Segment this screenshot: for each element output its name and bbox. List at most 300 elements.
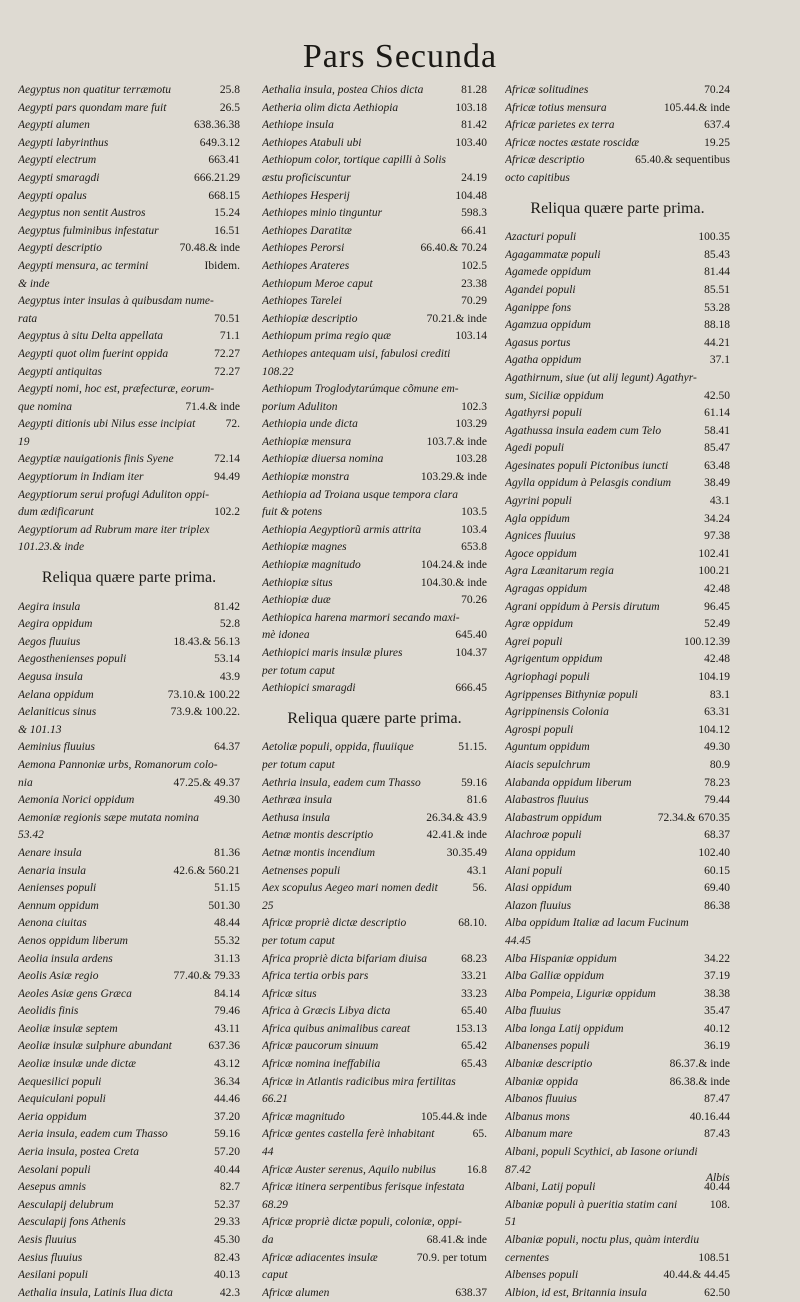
entry-reference: 70.29 bbox=[461, 295, 487, 308]
section-heading: Reliqua quære parte prima. bbox=[530, 199, 705, 217]
entry-reference: 80.9 bbox=[709, 758, 730, 771]
entry-term: Aethiopici smaragdi bbox=[262, 682, 356, 695]
index-entry bbox=[18, 739, 240, 757]
entry-reference: 104.24.& inde bbox=[420, 559, 487, 572]
index-entry bbox=[262, 845, 487, 863]
entry-reference: 43.1 bbox=[709, 495, 730, 508]
entry-term: Agathirnum, siue (ut alij legunt) Agathyr- bbox=[505, 371, 697, 384]
index-entry bbox=[262, 1232, 487, 1250]
entry-reference: 645.40 bbox=[455, 629, 487, 642]
entry-term: Aenaria insula bbox=[18, 864, 87, 877]
entry-term: Aemoniæ regionis sæpe mutata nomina bbox=[18, 811, 200, 824]
entry-term: Africæ paucorum sinuum bbox=[262, 1040, 379, 1053]
entry-reference: 63.48 bbox=[704, 459, 730, 472]
entry-reference: 68.41.& inde bbox=[426, 1234, 487, 1246]
index-entry bbox=[18, 1197, 240, 1215]
index-entry bbox=[18, 792, 240, 810]
entry-reference: 16.8 bbox=[466, 1163, 487, 1176]
index-entry bbox=[505, 880, 730, 898]
entry-reference: 79.46 bbox=[214, 1005, 240, 1018]
index-entry bbox=[262, 1126, 487, 1144]
entry-reference: 40.13 bbox=[214, 1269, 240, 1282]
entry-reference: 71.1 bbox=[219, 330, 240, 343]
index-entry bbox=[505, 170, 730, 188]
entry-term: Agrippinensis Colonia bbox=[505, 706, 609, 719]
entry-term: Agræ oppidum bbox=[505, 618, 574, 631]
entry-term: 44 bbox=[262, 1146, 274, 1159]
entry-term: Africæ situs bbox=[262, 987, 317, 1000]
index-entry bbox=[18, 381, 240, 399]
entry-reference: 34.24 bbox=[704, 512, 730, 525]
entry-reference: 64.37 bbox=[214, 741, 240, 754]
index-entry bbox=[262, 240, 487, 258]
entry-reference: 81.28 bbox=[461, 84, 487, 96]
index-entry bbox=[18, 616, 240, 634]
index-entry bbox=[18, 599, 240, 617]
entry-term: Africa tertia orbis pars bbox=[262, 970, 369, 983]
entry-term: Aeria insula, eadem cum Thasso bbox=[18, 1128, 168, 1141]
entry-reference: 71.4.& inde bbox=[185, 400, 240, 413]
entry-term: Aegypti mensura, ac termini bbox=[18, 259, 149, 272]
entry-term: fuit & potens bbox=[262, 506, 323, 519]
entry-reference: 65.43 bbox=[461, 1058, 487, 1071]
index-entry bbox=[18, 651, 240, 669]
entry-reference: 62.50 bbox=[704, 1286, 730, 1299]
index-entry bbox=[505, 388, 730, 406]
entry-term: octo capitibus bbox=[505, 171, 570, 184]
entry-reference: 637.4 bbox=[704, 119, 730, 132]
section-heading: Reliqua quære parte prima. bbox=[287, 709, 462, 727]
index-entry bbox=[505, 845, 730, 863]
entry-term: Aeolidis finis bbox=[18, 1005, 79, 1018]
index-entry bbox=[18, 346, 240, 364]
index-entry bbox=[505, 739, 730, 757]
index-entry bbox=[18, 152, 240, 170]
entry-term: Aethiopum Meroe caput bbox=[262, 277, 373, 290]
entry-term: Aethalia insula, Latinis Ilua dicta bbox=[18, 1286, 173, 1299]
entry-reference: 38.38 bbox=[704, 987, 730, 1000]
index-entry bbox=[505, 1285, 730, 1302]
index-entry bbox=[18, 1003, 240, 1021]
entry-term: Azacturi populi bbox=[505, 231, 577, 244]
entry-reference: 102.5 bbox=[461, 259, 487, 272]
entry-reference: 33.23 bbox=[461, 987, 487, 1000]
entry-term: Africæ parietes ex terra bbox=[505, 119, 615, 132]
index-entry bbox=[505, 405, 730, 423]
entry-reference: 52.49 bbox=[704, 618, 730, 631]
entry-term: Aesculapij delubrum bbox=[18, 1198, 114, 1211]
index-entry bbox=[262, 575, 487, 593]
entry-reference: 69.40 bbox=[704, 882, 730, 895]
entry-reference: 103.40 bbox=[455, 136, 487, 149]
index-entry bbox=[262, 880, 487, 898]
index-entry bbox=[18, 293, 240, 311]
index-entry bbox=[18, 845, 240, 863]
entry-term: Agatha oppidum bbox=[505, 354, 582, 367]
entry-reference: 70.26 bbox=[461, 594, 487, 607]
entry-reference: 100.21 bbox=[698, 565, 730, 578]
entry-term: Africæ gentes castella ferè inhabitant bbox=[262, 1128, 435, 1141]
index-entry bbox=[505, 933, 730, 951]
entry-reference: 51.15. bbox=[458, 741, 487, 754]
entry-term: Aguntum oppidum bbox=[505, 741, 590, 754]
index-entry bbox=[262, 1197, 487, 1215]
entry-term: Alani populi bbox=[505, 864, 563, 877]
entry-reference: 84.14 bbox=[214, 987, 240, 1000]
entry-reference: 100.35 bbox=[698, 231, 730, 244]
entry-term: Aethiopiæ situs bbox=[262, 576, 333, 589]
entry-term: Agrospi populi bbox=[505, 723, 574, 736]
index-entry bbox=[505, 1144, 730, 1162]
entry-term: Africæ totius mensura bbox=[505, 101, 607, 114]
index-entry bbox=[18, 810, 240, 828]
entry-reference: 598.3 bbox=[461, 207, 487, 220]
entry-term: Aethiopiæ magnitudo bbox=[262, 559, 361, 572]
entry-term: Africæ alumen bbox=[262, 1286, 330, 1299]
entry-term: Agathussa insula eadem cum Telo bbox=[505, 424, 662, 437]
entry-reference: 103.29 bbox=[455, 418, 487, 431]
index-entry bbox=[262, 152, 487, 170]
index-entry bbox=[18, 416, 240, 434]
entry-term: Alba Hispaniæ oppidum bbox=[505, 952, 617, 965]
entry-term: Albaniæ populi, noctu plus, quàm interdiu bbox=[505, 1234, 700, 1246]
index-entry bbox=[262, 117, 487, 135]
entry-term: Albanum mare bbox=[505, 1128, 573, 1141]
index-entry bbox=[18, 258, 240, 276]
entry-reference: 81.6 bbox=[466, 794, 487, 807]
index-entry bbox=[262, 775, 487, 793]
entry-reference: 45.30 bbox=[214, 1234, 240, 1246]
entry-reference: 49.30 bbox=[704, 741, 730, 754]
entry-reference: 34.22 bbox=[704, 952, 730, 965]
entry-reference: 94.49 bbox=[214, 471, 240, 484]
index-entry bbox=[262, 328, 487, 346]
index-entry bbox=[505, 317, 730, 335]
index-entry bbox=[18, 311, 240, 329]
entry-reference: 31.13 bbox=[214, 952, 240, 965]
index-entry bbox=[18, 1038, 240, 1056]
entry-reference: 30.35.49 bbox=[446, 846, 487, 859]
entry-reference: 16.51 bbox=[214, 224, 240, 237]
index-entry bbox=[262, 399, 487, 417]
index-entry bbox=[262, 276, 487, 294]
index-entry bbox=[505, 1250, 730, 1268]
entry-reference: 36.34 bbox=[214, 1075, 240, 1088]
entry-term: Aequesilici populi bbox=[18, 1075, 102, 1088]
entry-term: Alabastros fluuius bbox=[505, 794, 589, 807]
entry-term: Aganippe fons bbox=[505, 301, 572, 314]
entry-term: Albani, Latij populi bbox=[505, 1181, 596, 1194]
index-column-3 bbox=[505, 82, 730, 1302]
index-entry bbox=[262, 434, 487, 452]
entry-term: Aemonia Norici oppidum bbox=[18, 794, 135, 807]
entry-term: Aeria oppidum bbox=[18, 1110, 87, 1123]
entry-reference: 33.21 bbox=[461, 970, 487, 983]
entry-term: 25 bbox=[262, 899, 274, 912]
entry-reference: 86.37.& inde bbox=[669, 1058, 730, 1071]
index-entry bbox=[18, 1126, 240, 1144]
entry-term: sum, Siciliæ oppidum bbox=[505, 389, 604, 402]
entry-term: Africæ noctes æstate roscidæ bbox=[505, 136, 640, 149]
entry-reference: 85.43 bbox=[704, 248, 730, 261]
entry-term: Africæ solitudines bbox=[505, 84, 589, 96]
entry-term: Aegypti antiquitas bbox=[18, 365, 103, 378]
entry-reference: 55.32 bbox=[214, 934, 240, 947]
entry-term: Aesius fluuius bbox=[18, 1251, 83, 1264]
entry-term: 53.42 bbox=[18, 829, 44, 842]
entry-term: Africæ Auster serenus, Aquilo nubilus bbox=[262, 1163, 436, 1176]
entry-term: rata bbox=[18, 312, 38, 325]
index-entry bbox=[505, 117, 730, 135]
entry-reference: 72.34.& 670.35 bbox=[657, 811, 730, 824]
entry-reference: 65.40 bbox=[461, 1005, 487, 1018]
entry-term: Aegypti opalus bbox=[18, 189, 87, 202]
index-entry bbox=[18, 82, 240, 100]
entry-reference: 37.1 bbox=[709, 354, 730, 367]
index-entry bbox=[262, 1038, 487, 1056]
index-entry bbox=[262, 223, 487, 241]
entry-reference: 44.46 bbox=[214, 1093, 240, 1106]
index-entry bbox=[262, 1074, 487, 1092]
entry-term: Africæ nomina ineffabilia bbox=[262, 1058, 381, 1071]
entry-term: Aegyptiorum serui profugi Aduliton oppi- bbox=[18, 488, 210, 501]
entry-reference: 72. bbox=[225, 418, 240, 431]
index-entry bbox=[505, 335, 730, 353]
entry-reference: 666.45 bbox=[455, 682, 487, 695]
entry-reference: 100.12.39 bbox=[684, 635, 730, 648]
index-entry bbox=[505, 352, 730, 370]
entry-term: Aethria insula, eadem cum Thasso bbox=[262, 776, 421, 789]
entry-reference: 52.37 bbox=[214, 1198, 240, 1211]
entry-term: Agyrini populi bbox=[505, 495, 572, 508]
entry-term: Alba oppidum Italiæ ad lacum Fucinum bbox=[505, 917, 689, 930]
entry-term: Aethiopiæ magnes bbox=[262, 541, 347, 554]
entry-term: Aethalia insula, postea Chios dicta bbox=[262, 84, 424, 96]
entry-term: Aeoliæ insulæ unde dictæ bbox=[18, 1058, 136, 1071]
entry-term: Agamede oppidum bbox=[505, 266, 591, 279]
index-entry bbox=[262, 592, 487, 610]
index-entry bbox=[262, 311, 487, 329]
index-entry bbox=[18, 704, 240, 722]
entry-reference: 42.48 bbox=[704, 653, 730, 666]
entry-term: Aenona ciuitas bbox=[18, 917, 87, 930]
entry-term: Africæ in Atlantis radicibus mira fertilitas bbox=[262, 1075, 456, 1088]
entry-reference: 44.21 bbox=[704, 336, 730, 349]
entry-term: 66.21 bbox=[262, 1093, 288, 1106]
entry-term: Aetnenses populi bbox=[262, 864, 341, 877]
index-entry bbox=[18, 276, 240, 294]
entry-reference: 72.14 bbox=[214, 453, 240, 466]
entry-reference: 29.33 bbox=[214, 1216, 240, 1229]
entry-term: Agedi populi bbox=[505, 442, 565, 455]
entry-term: Aegusa insula bbox=[18, 671, 83, 683]
entry-term: Aegyptiæ nauigationis finis Syene bbox=[18, 453, 174, 466]
entry-term: Aiacis sepulchrum bbox=[505, 758, 591, 771]
entry-term: Agragas oppidum bbox=[505, 583, 588, 596]
entry-reference: 82.43 bbox=[214, 1251, 240, 1264]
catchword: Albis bbox=[706, 1172, 730, 1184]
entry-term: Aesolani populi bbox=[18, 1163, 91, 1176]
entry-term: Albaniæ oppida bbox=[505, 1075, 579, 1088]
entry-reference: 68.37 bbox=[704, 829, 730, 842]
index-entry bbox=[18, 1162, 240, 1180]
index-entry bbox=[18, 1109, 240, 1127]
index-entry bbox=[505, 1003, 730, 1021]
index-entry bbox=[505, 282, 730, 300]
entry-term: Aethiopes antequam uisi, fabulosi crediti bbox=[262, 347, 451, 360]
index-entry bbox=[505, 898, 730, 916]
index-entry bbox=[18, 1232, 240, 1250]
entry-term: Aegyptiorum ad Rubrum mare iter triplex bbox=[18, 523, 210, 536]
entry-term: Agagammatæ populi bbox=[505, 248, 601, 261]
entry-reference: 70.51 bbox=[214, 312, 240, 325]
index-entry bbox=[262, 663, 487, 681]
index-entry bbox=[18, 634, 240, 652]
entry-reference: 638.37 bbox=[455, 1286, 487, 1299]
entry-reference: 102.3 bbox=[461, 400, 487, 413]
entry-reference: 49.30 bbox=[214, 794, 240, 807]
entry-term: Aethiopes Tarelei bbox=[262, 295, 342, 308]
entry-term: Aegosthenienses populi bbox=[18, 653, 127, 666]
index-entry bbox=[18, 539, 240, 557]
index-entry bbox=[262, 645, 487, 663]
section-heading: Reliqua quære parte prima. bbox=[41, 569, 217, 587]
index-entry bbox=[18, 434, 240, 452]
index-entry bbox=[505, 792, 730, 810]
entry-term: Aethiopiæ descriptio bbox=[262, 312, 358, 325]
entry-term: cernentes bbox=[505, 1251, 550, 1264]
index-entry bbox=[262, 381, 487, 399]
entry-term: 108.22 bbox=[262, 365, 294, 378]
index-entry bbox=[505, 1197, 730, 1215]
index-entry bbox=[262, 205, 487, 223]
entry-term: Aetnæ montis incendium bbox=[262, 846, 376, 859]
entry-term: Agriophagi populi bbox=[505, 671, 590, 683]
index-entry bbox=[505, 493, 730, 511]
index-entry bbox=[262, 188, 487, 206]
entry-term: Aegypti smaragdi bbox=[18, 171, 100, 184]
entry-reference: 42.6.& 560.21 bbox=[173, 864, 240, 877]
entry-term: Aethiopes Perorsi bbox=[262, 242, 345, 255]
index-entry bbox=[505, 581, 730, 599]
entry-reference: 35.47 bbox=[704, 1005, 730, 1018]
entry-reference: 42.3 bbox=[219, 1286, 240, 1299]
index-entry bbox=[18, 1021, 240, 1039]
entry-term: Aegypti nomi, hoc est, præfecturæ, eorum- bbox=[18, 383, 215, 396]
entry-reference: 52.8 bbox=[219, 618, 240, 631]
index-column-1 bbox=[18, 82, 240, 1302]
index-entry bbox=[18, 170, 240, 188]
entry-reference: 72.27 bbox=[214, 365, 240, 378]
entry-reference: 59.16 bbox=[214, 1128, 240, 1141]
index-entry bbox=[505, 1091, 730, 1109]
index-entry bbox=[505, 423, 730, 441]
index-entry bbox=[262, 757, 487, 775]
entry-term: Aeoles Asiæ gens Græca bbox=[18, 987, 132, 1000]
index-entry bbox=[505, 475, 730, 493]
entry-term: porium Aduliton bbox=[262, 400, 338, 413]
entry-term: Albanos fluuius bbox=[505, 1093, 577, 1106]
entry-term: Albanenses populi bbox=[505, 1040, 590, 1053]
entry-reference: 83.1 bbox=[709, 688, 730, 701]
entry-term: Agamzua oppidum bbox=[505, 319, 591, 332]
entry-reference: 43.9 bbox=[219, 671, 240, 683]
index-entry bbox=[505, 986, 730, 1004]
index-entry bbox=[18, 117, 240, 135]
entry-term: Aenienses populi bbox=[18, 882, 97, 895]
index-entry bbox=[18, 1250, 240, 1268]
index-entry bbox=[262, 792, 487, 810]
entry-reference: 104.12 bbox=[698, 723, 730, 736]
index-entry bbox=[18, 986, 240, 1004]
entry-term: Aethusa insula bbox=[262, 811, 331, 824]
entry-reference: 15.24 bbox=[214, 207, 240, 220]
index-entry bbox=[18, 880, 240, 898]
entry-term: Aennum oppidum bbox=[18, 899, 99, 912]
index-entry bbox=[505, 528, 730, 546]
index-entry bbox=[262, 82, 487, 100]
entry-reference: 40.44 bbox=[704, 1181, 730, 1194]
entry-reference: 653.8 bbox=[461, 541, 487, 554]
index-entry bbox=[262, 346, 487, 364]
index-entry bbox=[18, 951, 240, 969]
entry-term: Agrippenses Bithyniæ populi bbox=[505, 688, 638, 701]
entry-term: Aelana oppidum bbox=[18, 688, 94, 701]
entry-reference: 56. bbox=[472, 882, 487, 895]
entry-reference: 104.19 bbox=[698, 671, 730, 683]
entry-term: Africæ descriptio bbox=[505, 154, 585, 167]
entry-term: Aegypti descriptio bbox=[18, 242, 102, 255]
entry-term: Aegypti alumen bbox=[18, 119, 90, 132]
entry-reference: 66.40.& 70.24 bbox=[420, 242, 487, 255]
index-entry bbox=[262, 469, 487, 487]
entry-term: Agathyrsi populi bbox=[505, 407, 582, 420]
entry-term: nia bbox=[18, 776, 33, 789]
entry-reference: 51.15 bbox=[214, 882, 240, 895]
entry-term: 68.29 bbox=[262, 1198, 288, 1211]
entry-term: per totum caput bbox=[262, 934, 335, 947]
entry-reference: 81.44 bbox=[704, 266, 730, 279]
entry-term: & 101.13 bbox=[18, 723, 62, 736]
entry-term: Agylla oppidum à Pelasgis condium bbox=[505, 477, 672, 490]
entry-term: Alba Galliæ oppidum bbox=[505, 970, 605, 983]
entry-reference: 105.44.& inde bbox=[420, 1110, 487, 1123]
entry-reference: 79.44 bbox=[704, 794, 730, 807]
entry-reference: 668.15 bbox=[208, 189, 240, 202]
entry-term: Aegypti quot olim fuerint oppida bbox=[18, 347, 169, 360]
index-entry bbox=[262, 968, 487, 986]
entry-reference: 72.27 bbox=[214, 347, 240, 360]
entry-reference: 501.30 bbox=[208, 899, 240, 912]
entry-term: 51 bbox=[505, 1216, 517, 1229]
entry-reference: 663.41 bbox=[208, 154, 240, 167]
index-entry bbox=[18, 757, 240, 775]
index-entry bbox=[505, 440, 730, 458]
entry-term: Aesilani populi bbox=[18, 1269, 88, 1282]
entry-reference: 40.44.& 44.45 bbox=[663, 1269, 730, 1282]
index-entry bbox=[505, 1074, 730, 1092]
entry-list bbox=[505, 82, 730, 188]
index-entry bbox=[505, 546, 730, 564]
entry-term: Aethræa insula bbox=[262, 794, 332, 807]
entry-term: Alba longa Latij oppidum bbox=[505, 1022, 624, 1035]
entry-term: Aegypti ditionis ubi Nilus esse incipiat bbox=[18, 418, 196, 431]
entry-reference: 66.41 bbox=[461, 224, 487, 237]
entry-reference: 73.10.& 100.22 bbox=[167, 688, 240, 701]
index-entry bbox=[505, 827, 730, 845]
index-entry bbox=[505, 599, 730, 617]
index-entry bbox=[505, 511, 730, 529]
